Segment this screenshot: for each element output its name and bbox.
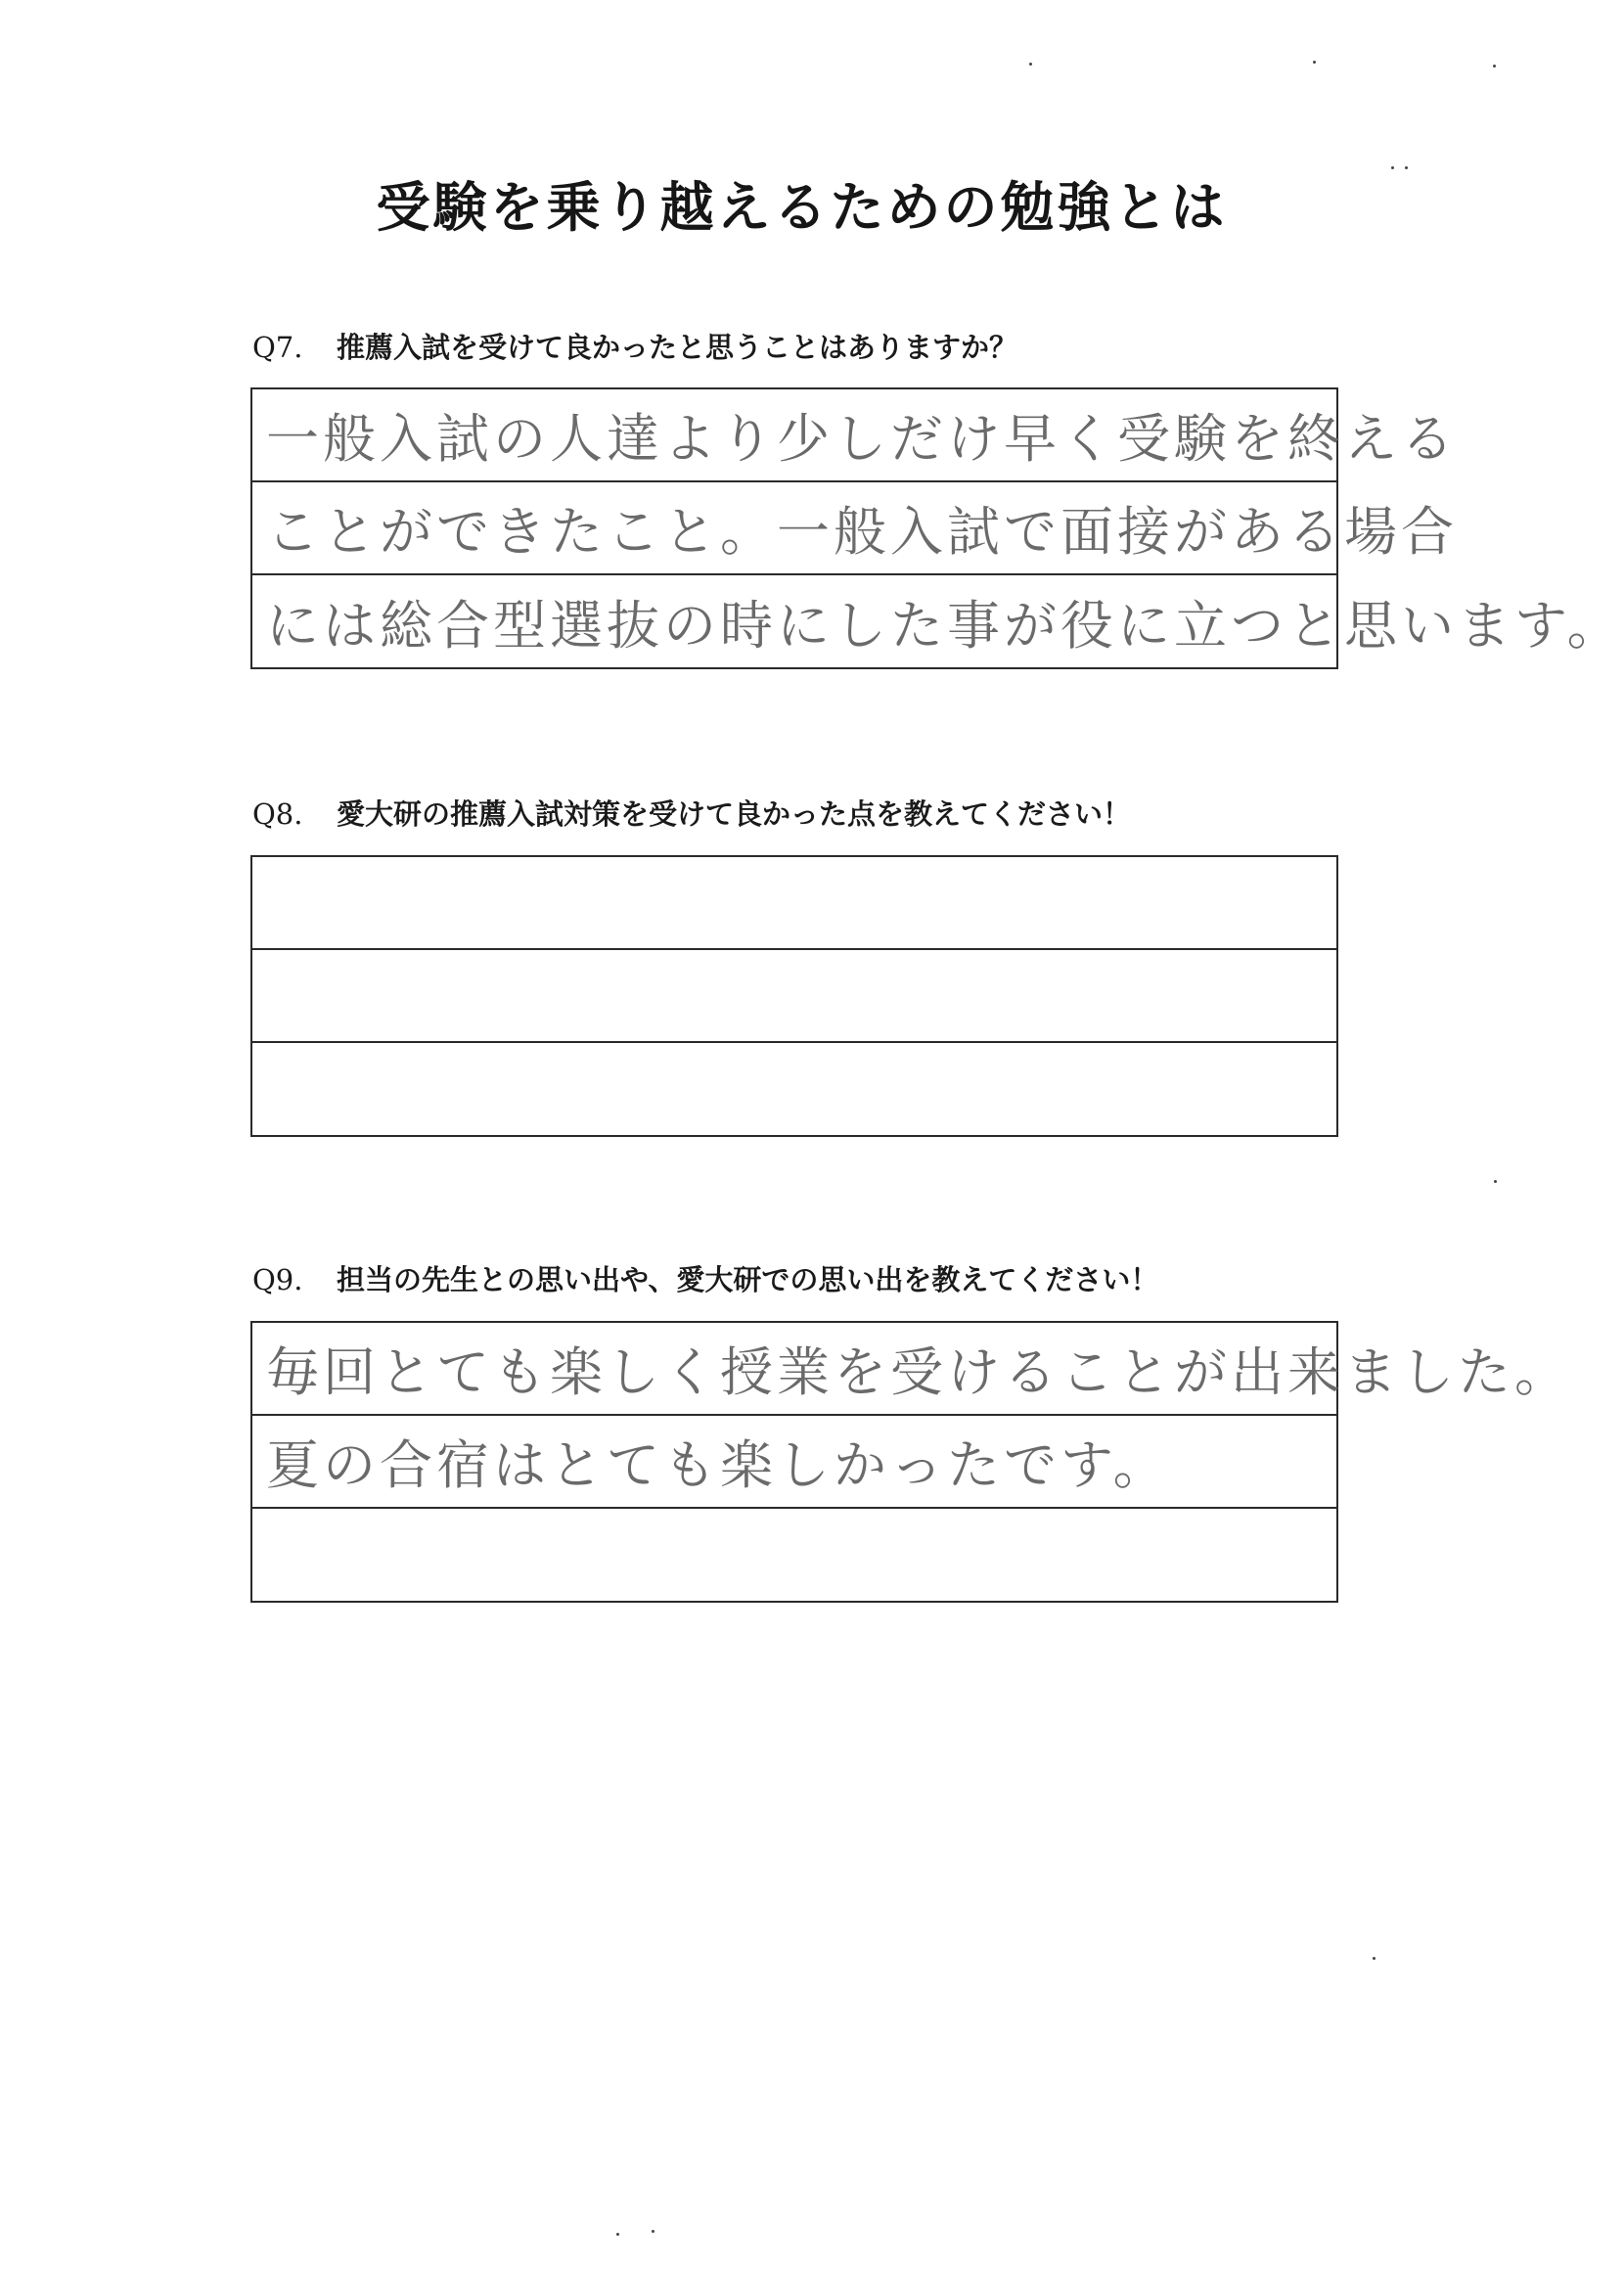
scan-speck xyxy=(1494,1180,1497,1183)
scan-speck xyxy=(616,2233,619,2236)
question-number: Q8. xyxy=(252,797,303,831)
question-number: Q7. xyxy=(252,331,303,364)
question-text: 担当の先生との思い出や、愛大研での思い出を教えてください！ xyxy=(337,1263,1159,1296)
question-text: 愛大研の推薦入試対策を受けて良かった点を教えてください！ xyxy=(337,797,1132,831)
scan-speck xyxy=(1391,166,1394,169)
answer-line[interactable]: ことができたこと。一般入試で面接がある場合 xyxy=(252,482,1336,575)
scan-speck xyxy=(1493,65,1496,68)
answer-box-q9[interactable] xyxy=(250,1321,1571,1603)
answer-line[interactable] xyxy=(252,1509,1336,1601)
answer-line[interactable] xyxy=(252,857,1336,950)
question-q7 xyxy=(252,326,1017,366)
answer-line[interactable]: には総合型選抜の時にした事が役に立つと思います。 xyxy=(266,594,1624,657)
scan-speck xyxy=(652,2230,654,2233)
answer-line[interactable] xyxy=(252,1043,1336,1135)
answer-box-q8[interactable] xyxy=(250,855,1338,1137)
answer-line[interactable]: 毎回とても楽しく授業を受けることが出来ました。 xyxy=(252,1323,1336,1416)
page-title: 受験を乗り越えるための勉強とは xyxy=(376,176,1228,239)
scan-speck xyxy=(1313,61,1316,64)
scan-speck xyxy=(1029,63,1032,66)
question-q9 xyxy=(252,1258,1158,1298)
answer-box-q7[interactable] xyxy=(250,387,1624,669)
scan-speck xyxy=(1405,166,1408,169)
question-q8 xyxy=(252,793,1131,833)
answer-line[interactable]: 一般入試の人達より少しだけ早く受験を終える xyxy=(252,389,1336,482)
question-text: 推薦入試を受けて良かったと思うことはありますか？ xyxy=(337,331,1018,364)
question-number: Q9. xyxy=(252,1263,303,1296)
answer-line[interactable]: 夏の合宿はとても楽しかったです。 xyxy=(252,1416,1336,1509)
answer-line[interactable] xyxy=(252,950,1336,1043)
scan-speck xyxy=(1373,1957,1376,1960)
